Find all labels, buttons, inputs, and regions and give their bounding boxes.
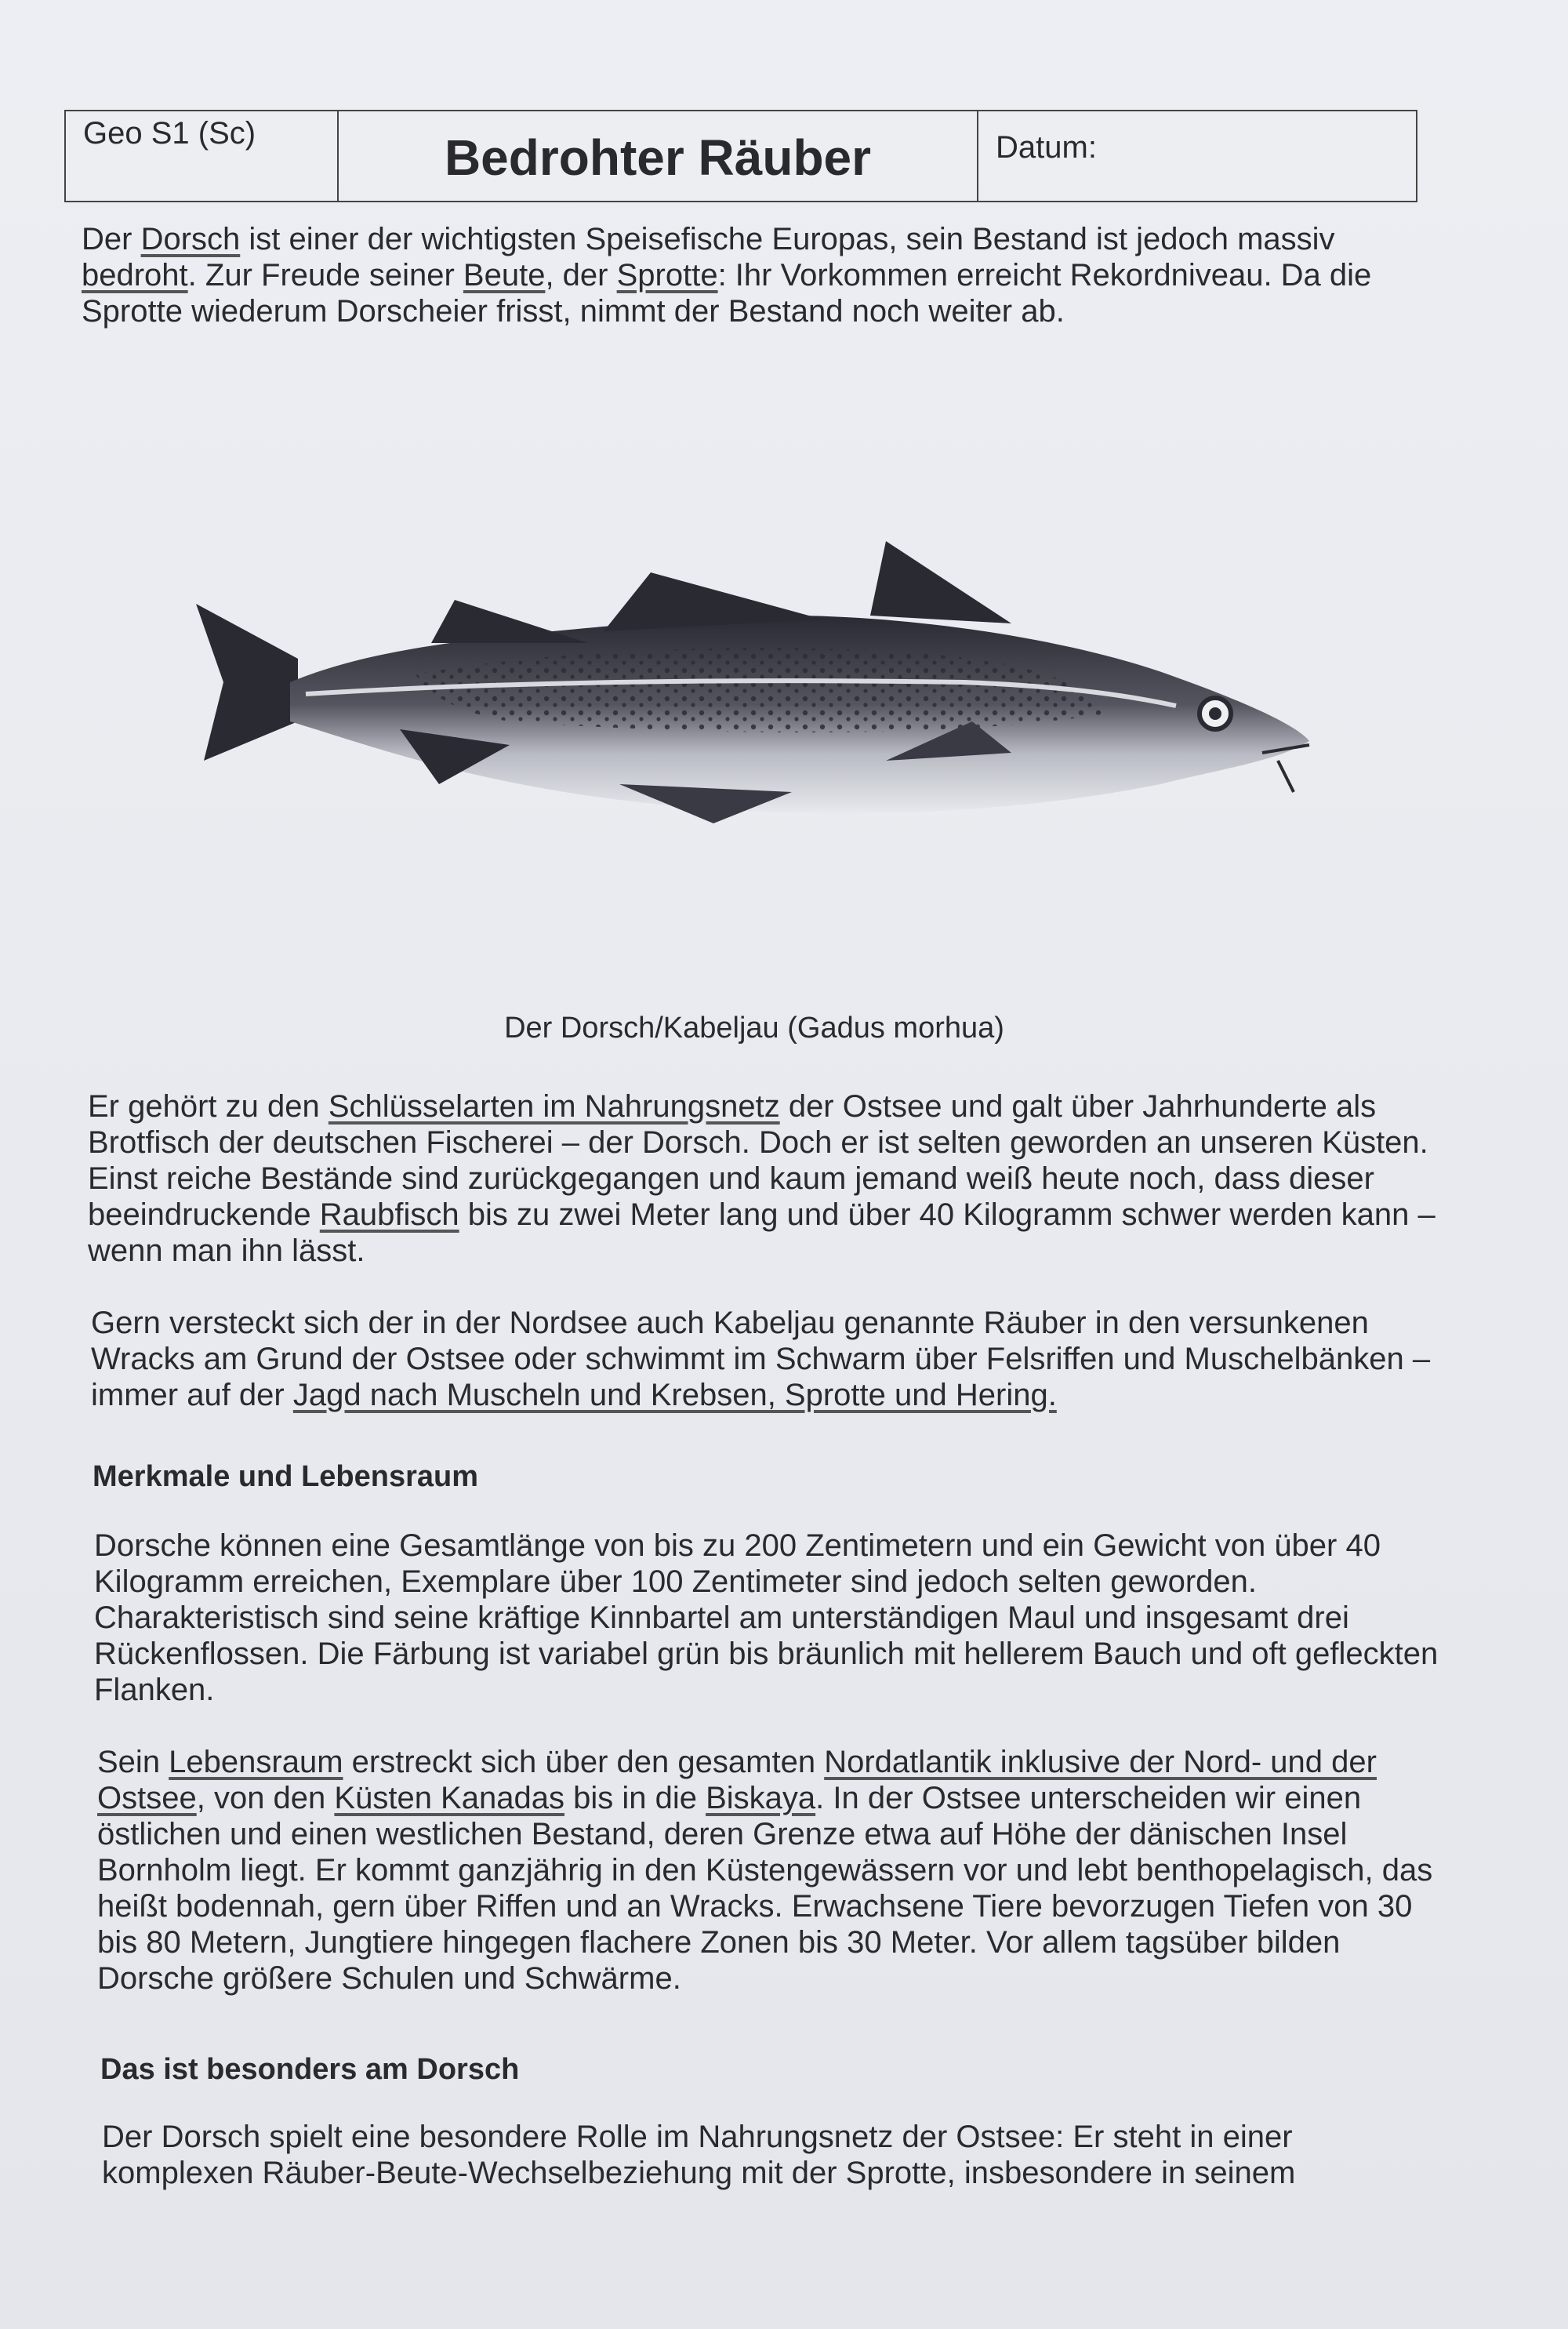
p4-underline-lebensraum: Lebensraum: [169, 1745, 343, 1779]
p4-text-4: bis in die: [564, 1781, 706, 1815]
p1-text-3: bis zu zwei Meter lang und über 40 Kilogramm schwer werden kann – wenn man ihn lässt.: [88, 1197, 1436, 1268]
p4-text-3: , von den: [196, 1781, 335, 1815]
p4-text-1: Sein: [97, 1745, 169, 1779]
header-table: [64, 110, 1417, 202]
p2-underline-jagd: Jagd nach Muscheln und Krebsen, Sprotte und Hering.: [292, 1378, 1057, 1412]
p4-underline-biskaya: Biskaya: [706, 1781, 816, 1815]
intro-text-1: Der: [82, 222, 141, 256]
p4-underline-kanada: Küsten Kanadas: [334, 1781, 564, 1815]
intro-underline-dorsch: Dorsch: [140, 222, 241, 256]
paragraph-2: [91, 1305, 1439, 1413]
paragraph-3: Dorsche können eine Gesamtlänge von bis zu 200 Zentimetern und ein Gewicht von über 40 Kilogramm erreichen, Exemplare über 100 Zentimeter sind jedoch selten geworden. Charakteristisch sind seine kräftige Kinnbartel am unterständigen Maul und insgesamt drei Rückenflossen. Die Färbung ist variabel grün bis bräunlich mit hellerem Bauch und oft gefleckten Flanken.: [94, 1528, 1439, 1707]
paragraph-4: [97, 1744, 1446, 1997]
p1-text-1: Er gehört zu den: [88, 1089, 328, 1124]
p1-text-2: der Ostsee und galt über Jahrhunderte als Brotfisch der deutschen Fischerei – der Dorsch. Doch er ist selten geworden an unseren Küsten. Einst reiche Bestände sind zurückgegangen und kaum jemand weiß heute noch, dass dieser beeindruckende: [88, 1089, 1428, 1232]
p1-underline-schluesselarten: Schlüsselarten im Nahrungsnetz: [328, 1089, 780, 1124]
intro-underline-sprotte: Sprotte: [616, 258, 718, 292]
paragraph-5: Der Dorsch spielt eine besondere Rolle im Nahrungsnetz der Ostsee: Er steht in einer komplexen Räuber-Beute-Wechselbeziehung mit der Sprotte, insbesondere in seinem: [102, 2120, 1296, 2190]
intro-text-4: , der: [545, 258, 617, 292]
p1-underline-raubfisch: Raubfisch: [319, 1197, 459, 1232]
intro-underline-bedroht: bedroht: [82, 258, 188, 292]
date-cell: [978, 111, 1416, 201]
p2-text-1: Gern versteckt sich der in der Nordsee auch Kabeljau genannte Räuber in den versunkenen Wracks am Grund der Ostsee oder schwimmt im Schwarm über Felsriffen und Muschelbänken – immer auf der: [91, 1306, 1431, 1412]
course-label: Geo S1 (Sc): [83, 116, 256, 151]
paragraph-1: [88, 1088, 1436, 1269]
figure-caption: Der Dorsch/Kabeljau (Gadus morhua): [504, 1012, 1004, 1045]
section-heading-merkmale: Merkmale und Lebensraum: [93, 1460, 479, 1493]
p4-text-5: . In der Ostsee unterscheiden wir einen östlichen und einen westlichen Bestand, deren Grenze etwa auf Höhe der dänischen Insel Bornholm liegt. Er kommt ganzjährig in den Küstengewässern vor und lebt benthopelagisch, das heißt bodennah, gern über Riffen und an Wracks. Erwachsene Tiere bevorzugen Tiefen von 30 bis 80 Metern, Jungtiere hingegen flachere Zonen bis 30 Meter. Vor allem tagsüber bilden Dorsche größere Schulen und Schwärme.: [97, 1781, 1433, 1996]
page-title: Bedrohter Räuber: [444, 129, 872, 186]
course-cell: [66, 111, 339, 201]
p4-text-2: erstreckt sich über den gesamten: [343, 1745, 825, 1779]
section-heading-besonders: Das ist besonders am Dorsch: [100, 2053, 520, 2086]
intro-underline-beute: Beute: [463, 258, 546, 292]
p4-underline-nordatlantik: Nordatlantik inklusive der Nord- und der Ostsee: [97, 1745, 1377, 1815]
intro-paragraph: [82, 221, 1430, 329]
date-label: Datum:: [996, 130, 1097, 165]
intro-text-2: ist einer der wichtigsten Speisefische Europas, sein Bestand ist jedoch massiv: [240, 222, 1335, 256]
cod-fish-illustration: [180, 525, 1325, 855]
intro-text-5: : Ihr Vorkommen erreicht Rekordniveau. Da die Sprotte wiederum Dorscheier frisst, nimmt der Bestand noch weiter ab.: [82, 258, 1372, 329]
title-cell: [339, 111, 978, 201]
intro-text-3: . Zur Freude seiner: [187, 258, 463, 292]
